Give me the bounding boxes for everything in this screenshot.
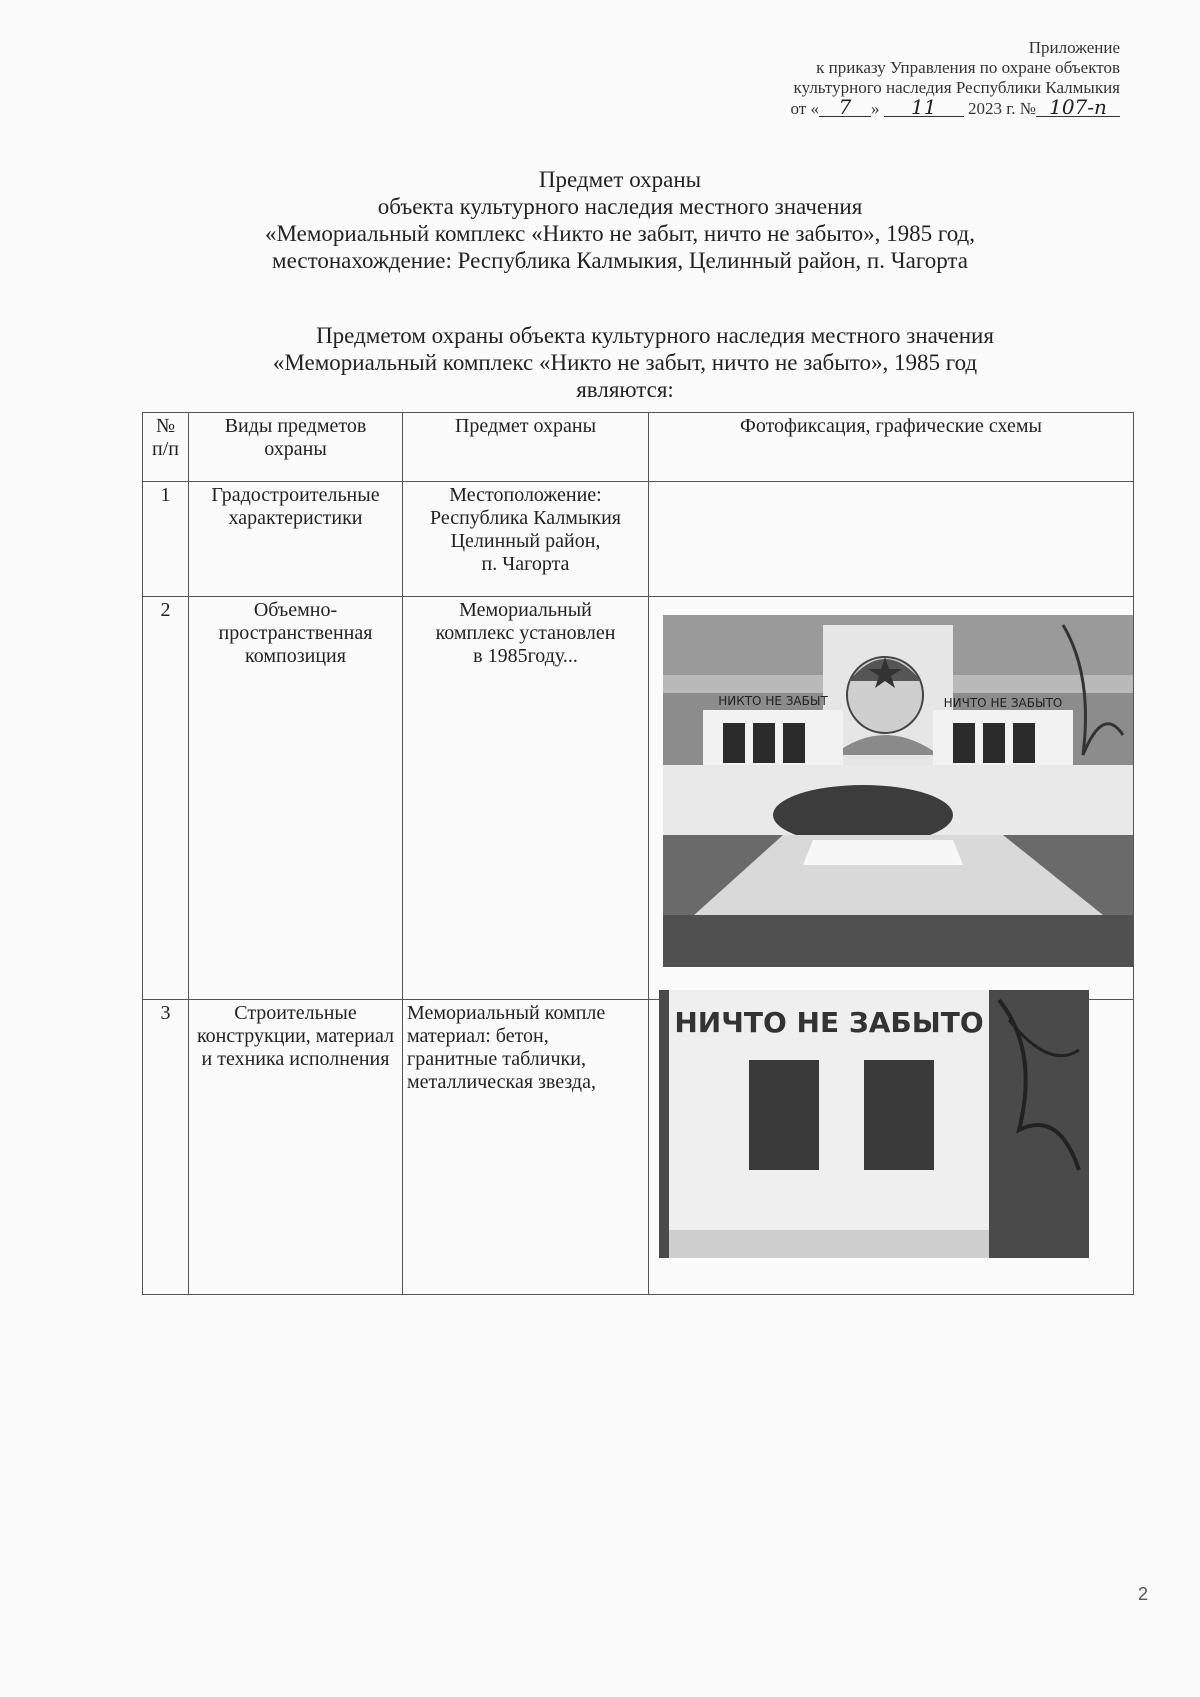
photo2-sign: НИЧТО НЕ ЗАБЫТО <box>674 1006 984 1039</box>
subject-line: Целинный район, <box>450 530 601 552</box>
row-subject <box>403 1000 649 1295</box>
plaque-photo-image <box>659 990 1089 1258</box>
row-subject <box>403 597 649 1000</box>
date-day: 7 <box>819 98 871 117</box>
header-subject: Предмет охраны <box>403 413 649 482</box>
subject-line: гранитные таблички, <box>407 1048 586 1070</box>
title-line-1: Предмет охраны <box>538 167 702 192</box>
table-row <box>143 1000 1134 1295</box>
subject-line: металлическая звезда, <box>407 1071 596 1093</box>
plaque-photo <box>659 990 1089 1258</box>
lead-line-2: «Мемориальный комплекс «Никто не забыт, ничто не забыто», 1985 год <box>272 350 978 375</box>
lead-line-1 <box>160 322 1090 349</box>
memorial-photo <box>663 615 1133 967</box>
subject-line: комплекс установлен <box>435 622 616 644</box>
annex-date-line <box>790 95 1121 119</box>
memorial-photo-image <box>663 615 1133 967</box>
table-row <box>143 597 1134 1000</box>
header-num: № п/п <box>143 413 189 482</box>
subject-line: в 1985году... <box>473 645 578 667</box>
photo1-right-sign: НИЧТО НЕ ЗАБЫТО <box>943 696 1063 710</box>
date-prefix: от « <box>790 99 819 118</box>
subject-line: материал: бетон, <box>407 1025 549 1047</box>
row-subject <box>403 482 649 597</box>
photo1-left-sign: НИКТО НЕ ЗАБЫТ <box>718 694 828 708</box>
annex-line-3: культурного наследия Республики Калмыкия <box>793 78 1120 97</box>
lead-line-3: являются: <box>576 377 674 402</box>
annex-block <box>791 38 1121 119</box>
order-number: 107-п <box>1036 98 1120 117</box>
header-type: Виды предметов охраны <box>189 413 403 482</box>
subject-line: Местоположение: <box>449 484 602 506</box>
row-num: 1 <box>143 482 189 597</box>
table-header-row <box>143 413 1134 482</box>
date-month: 11 <box>884 98 964 117</box>
row-photo-empty <box>649 482 1134 597</box>
subject-line: Мемориальный <box>459 599 592 621</box>
annex-line-1: Приложение <box>1028 38 1120 57</box>
subject-line: Республика Калмыкия <box>429 507 622 529</box>
title-line-2: объекта культурного наследия местного значения <box>377 194 863 219</box>
row-type: Градостроительные характеристики <box>189 482 403 597</box>
row-type: Строительные конструкции, материал и техника исполнения <box>189 1000 403 1295</box>
title-line-3: «Мемориальный комплекс «Никто не забыт, ничто не забыто», 1985 год, <box>265 221 975 246</box>
row-photo <box>649 1000 1134 1295</box>
row-num: 3 <box>143 1000 189 1295</box>
title-line-4: местонахождение: Республика Калмыкия, Целинный район, п. Чагорта <box>272 248 968 273</box>
lead-paragraph <box>160 322 1090 403</box>
row-num: 2 <box>143 597 189 1000</box>
annex-line-2: к приказу Управления по охране объектов <box>816 58 1120 77</box>
table-row <box>143 482 1134 597</box>
date-year: 2023 г. № <box>967 99 1036 118</box>
subject-line: п. Чагорта <box>481 553 570 575</box>
row-photo <box>649 597 1134 1000</box>
header-photo: Фотофиксация, графические схемы <box>649 413 1134 482</box>
row-type: Объемно-пространственная композиция <box>189 597 403 1000</box>
date-day-suffix: » <box>870 99 880 118</box>
subject-line: Мемориальный компле <box>407 1002 606 1024</box>
lead-line-1-text: Предметом охраны объекта культурного наследия местного значения <box>316 323 994 348</box>
document-title <box>150 166 1090 274</box>
page-number: 2 <box>1137 1584 1148 1604</box>
protection-table <box>142 412 1134 1295</box>
